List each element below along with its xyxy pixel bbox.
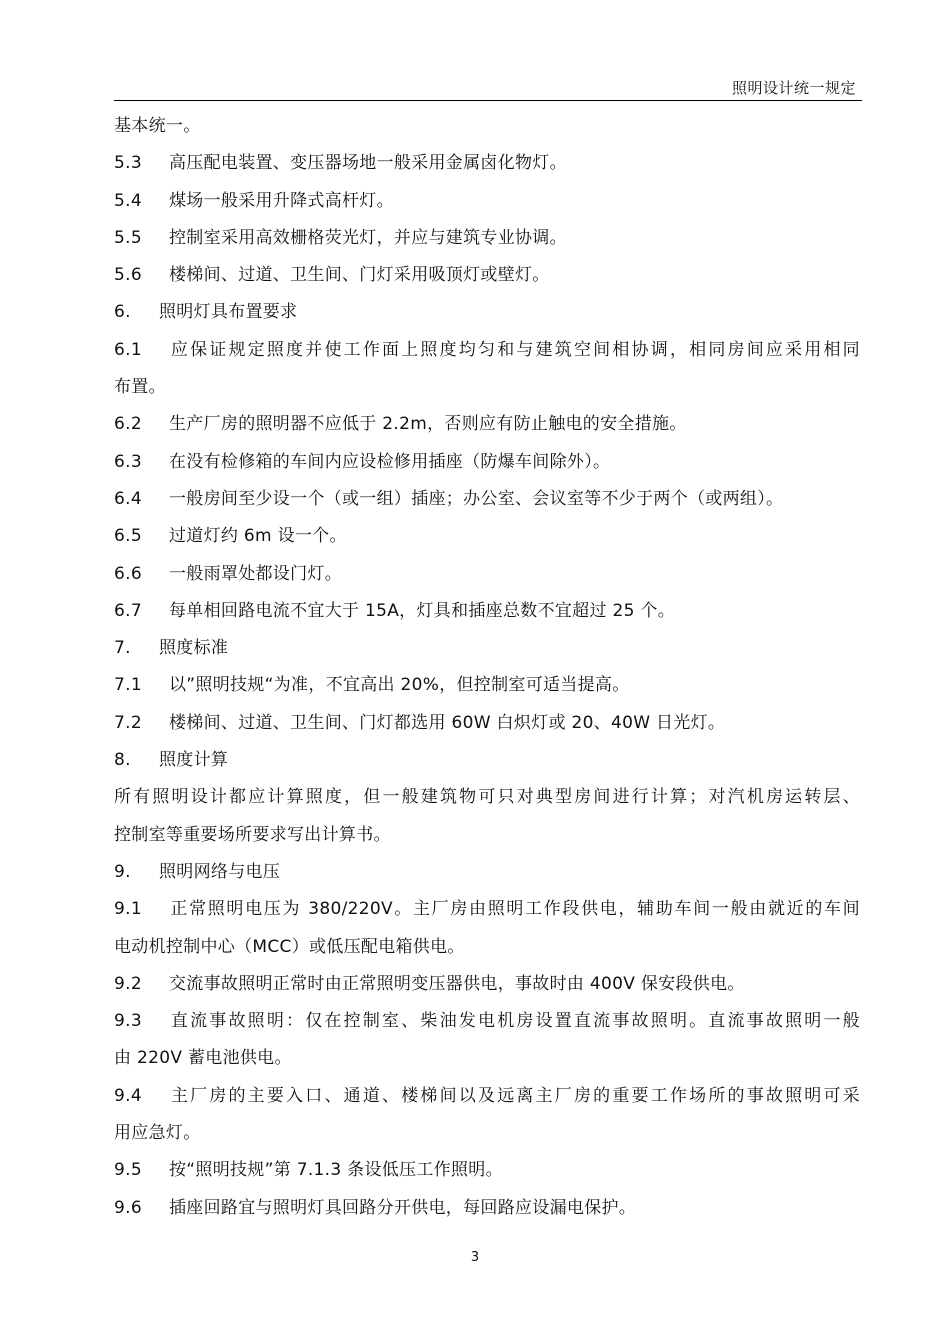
- clause-number: 6.5: [114, 526, 142, 547]
- clause-text: 由 220V 蓄电池供电。: [114, 1048, 292, 1069]
- paragraph-line: [114, 556, 860, 593]
- clause-number: 6.3: [114, 451, 142, 472]
- header-title: 照明设计统一规定: [731, 79, 856, 97]
- paragraph-line: [114, 518, 860, 555]
- clause-text: 高压配电装置、变压器场地一般采用金属卤化物灯。: [169, 153, 567, 174]
- clause-text: 控制室采用高效栅格荧光灯，并应与建筑专业协调。: [169, 227, 567, 248]
- section-number: 8.: [114, 750, 131, 771]
- clause-text: 按“照明技规”第 7.1.3 条设低压工作照明。: [169, 1160, 503, 1181]
- paragraph-line: [114, 1190, 860, 1227]
- clause-text: 每单相回路电流不宜大于 15A，灯具和插座总数不宜超过 25 个。: [169, 600, 676, 621]
- clause-text: 用应急灯。: [114, 1123, 201, 1144]
- clause-number: 9.1: [114, 899, 142, 920]
- clause-number: 5.6: [114, 265, 142, 286]
- paragraph-line: [114, 481, 860, 518]
- section-number: 6.: [114, 302, 131, 323]
- section-number: 9.: [114, 861, 131, 882]
- clause-number: 6.4: [114, 488, 142, 509]
- section-heading: [114, 294, 860, 331]
- clause-text: 楼梯间、过道、卫生间、门灯都选用 60W 白炽灯或 20、40W 日光灯。: [169, 712, 726, 733]
- clause-number: 7.1: [114, 675, 142, 696]
- clause-text: 一般雨罩处都设门灯。: [169, 563, 342, 584]
- clause-text: 直流事故照明：仅在控制室、柴油发电机房设置直流事故照明。直流事故照明一般: [169, 1011, 860, 1032]
- section-heading: [114, 630, 860, 667]
- clause-number: 6.7: [114, 600, 142, 621]
- paragraph-line: [114, 332, 860, 369]
- clause-text: 布置。: [114, 377, 166, 398]
- paragraph-line: [114, 667, 860, 704]
- clause-number: 5.3: [114, 153, 142, 174]
- paragraph-line: [114, 444, 860, 481]
- paragraph-line: [114, 183, 860, 220]
- section-title: 照明灯具布置要求: [159, 302, 298, 323]
- clause-text: 正常照明电压为 380/220V。主厂房由照明工作段供电，辅助车间一般由就近的车间: [169, 899, 860, 920]
- section-heading: [114, 742, 860, 779]
- section-title: 照明网络与电压: [159, 861, 281, 882]
- clause-text: 应保证规定照度并使工作面上照度均匀和与建筑空间相协调，相同房间应采用相同: [169, 339, 860, 360]
- clause-text: 在没有检修箱的车间内应设检修用插座（防爆车间除外）。: [169, 451, 611, 472]
- clause-number: 9.6: [114, 1197, 142, 1218]
- clause-number: 6.6: [114, 563, 142, 584]
- clause-text: 电动机控制中心（MCC）或低压配电箱供电。: [114, 936, 465, 957]
- paragraph-line: [114, 220, 860, 257]
- clause-number: 9.2: [114, 973, 142, 994]
- clause-text: 交流事故照明正常时由正常照明变压器供电，事故时由 400V 保安段供电。: [169, 973, 745, 994]
- paragraph-line: [114, 891, 860, 928]
- clause-text: 主厂房的主要入口、通道、楼梯间以及远离主厂房的重要工作场所的事故照明可采: [169, 1085, 860, 1106]
- page-header: [114, 76, 862, 101]
- clause-number: 9.3: [114, 1011, 142, 1032]
- clause-number: 6.2: [114, 414, 142, 435]
- paragraph-line: [114, 1040, 860, 1077]
- clause-number: 6.1: [114, 339, 142, 360]
- paragraph-line: [114, 1115, 860, 1152]
- paragraph-line: [114, 705, 860, 742]
- clause-text: 插座回路宜与照明灯具回路分开供电，每回路应设漏电保护。: [169, 1197, 637, 1218]
- clause-number: 9.5: [114, 1160, 142, 1181]
- paragraph-line: [114, 593, 860, 630]
- clause-text: 过道灯约 6m 设一个。: [169, 526, 347, 547]
- paragraph-line: [114, 257, 860, 294]
- section-heading: [114, 854, 860, 891]
- clause-text: 楼梯间、过道、卫生间、门灯采用吸顶灯或壁灯。: [169, 265, 550, 286]
- clause-number: 9.4: [114, 1085, 142, 1106]
- paragraph-line: [114, 145, 860, 182]
- section-title: 照度标准: [159, 638, 229, 659]
- clause-text: 所有照明设计都应计算照度，但一般建筑物可只对典型房间进行计算；对汽机房运转层、: [114, 787, 860, 808]
- paragraph-line: [114, 1078, 860, 1115]
- paragraph-line: [114, 406, 860, 443]
- paragraph-line: [114, 369, 860, 406]
- paragraph-line: [114, 1152, 860, 1189]
- document-body: [114, 108, 860, 1227]
- clause-number: 5.5: [114, 227, 142, 248]
- paragraph-line: [114, 779, 860, 816]
- paragraph-line: [114, 929, 860, 966]
- clause-text: 以”照明技规“为准，不宜高出 20%，但控制室可适当提高。: [169, 675, 630, 696]
- clause-text: 生产厂房的照明器不应低于 2.2m，否则应有防止触电的安全措施。: [169, 414, 687, 435]
- paragraph-line: [114, 817, 860, 854]
- clause-text: 一般房间至少设一个（或一组）插座；办公室、会议室等不少于两个（或两组）。: [169, 488, 784, 509]
- section-number: 7.: [114, 638, 131, 659]
- clause-number: 5.4: [114, 190, 142, 211]
- clause-text: 煤场一般采用升降式高杆灯。: [169, 190, 394, 211]
- clause-text: 控制室等重要场所要求写出计算书。: [114, 824, 391, 845]
- paragraph-line: [114, 966, 860, 1003]
- section-title: 照度计算: [159, 750, 229, 771]
- paragraph-line: [114, 1003, 860, 1040]
- paragraph-line: 基本统一。: [114, 116, 201, 136]
- clause-number: 7.2: [114, 712, 142, 733]
- page-number: 3: [470, 1250, 480, 1265]
